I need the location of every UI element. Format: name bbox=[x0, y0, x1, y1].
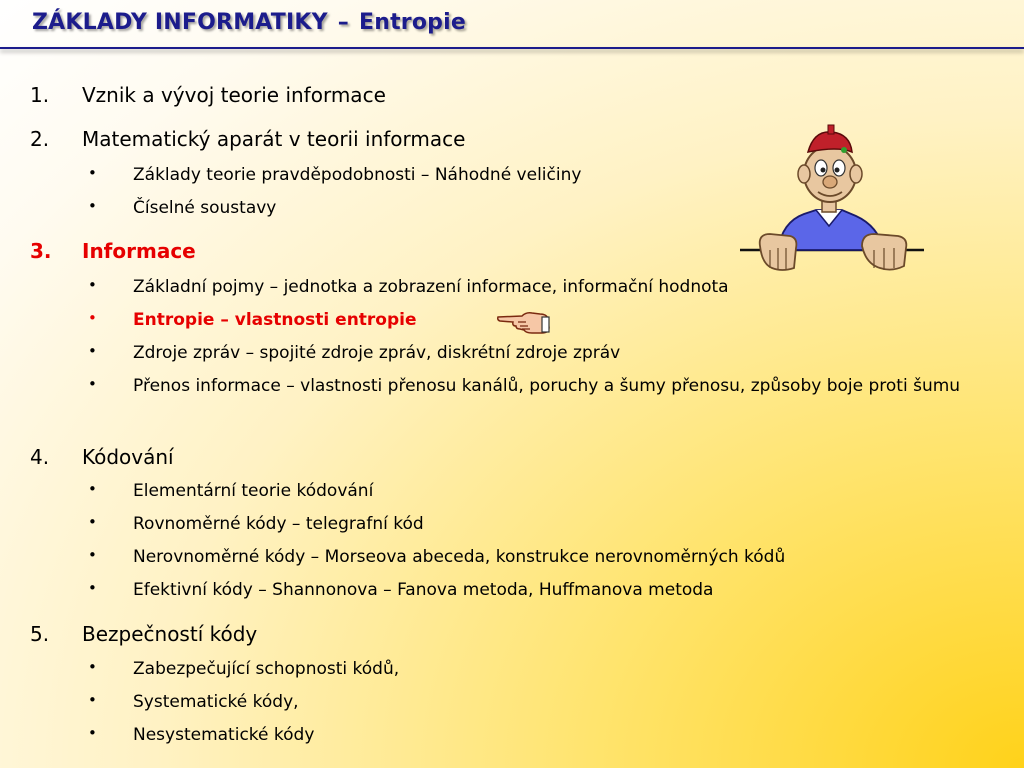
slide-title bbox=[32, 10, 466, 35]
bullet-text: Přenos informace – vlastnosti přenosu kanálů, poruchy a šumy přenosu, způsoby boje proti šumu bbox=[133, 376, 961, 396]
bullet-dot: • bbox=[88, 658, 97, 676]
bullet-dot: • bbox=[88, 513, 97, 531]
section-number: 5. bbox=[30, 622, 50, 646]
section-number: 1. bbox=[30, 83, 50, 107]
section-label: Kódování bbox=[82, 445, 174, 469]
bullet-text: Elementární teorie kódování bbox=[133, 481, 374, 501]
section-number: 3. bbox=[30, 239, 52, 263]
bullet-text: Základy teorie pravděpodobnosti – Náhodné veličiny bbox=[133, 165, 582, 185]
bullet-text: Zabezpečující schopnosti kódů, bbox=[133, 659, 400, 679]
bullet-text: Nerovnoměrné kódy – Morseova abeceda, konstrukce nerovnoměrných kódů bbox=[133, 547, 786, 567]
bullet-text: Nesystematické kódy bbox=[133, 725, 315, 745]
bullet-text: Systematické kódy, bbox=[133, 692, 299, 712]
bullet-dot: • bbox=[88, 546, 97, 564]
section-label: Bezpečností kódy bbox=[82, 622, 258, 646]
section-number: 4. bbox=[30, 445, 50, 469]
bullet-text: Zdroje zpráv – spojité zdroje zpráv, diskrétní zdroje zpráv bbox=[133, 343, 621, 363]
bullet-dot: • bbox=[88, 724, 97, 742]
cartoon-man-peeking-illustration bbox=[738, 122, 928, 274]
title-main: ZÁKLADY INFORMATIKY bbox=[32, 10, 328, 35]
section-number: 2. bbox=[30, 127, 50, 151]
bullet-dot: • bbox=[88, 691, 97, 709]
pointing-hand-icon bbox=[496, 308, 552, 336]
bullet-text: Základní pojmy – jednotka a zobrazení informace, informační hodnota bbox=[133, 277, 729, 297]
bullet-text: Entropie – vlastnosti entropie bbox=[133, 310, 417, 330]
section-label: Informace bbox=[82, 239, 196, 263]
bullet-dot: • bbox=[88, 276, 97, 294]
bullet-dot: • bbox=[88, 164, 97, 182]
bullet-dot: • bbox=[88, 375, 97, 393]
bullet-text: Rovnoměrné kódy – telegrafní kód bbox=[133, 514, 424, 534]
title-sub: Entropie bbox=[358, 10, 466, 35]
bullet-text: Číselné soustavy bbox=[133, 198, 277, 218]
bullet-dot: • bbox=[88, 197, 97, 215]
title-underline bbox=[0, 47, 1024, 49]
bullet-dot: • bbox=[88, 342, 97, 360]
bullet-dot: • bbox=[88, 579, 97, 597]
section-label: Vznik a vývoj teorie informace bbox=[82, 83, 386, 107]
bullet-text: Efektivní kódy – Shannonova – Fanova metoda, Huffmanova metoda bbox=[133, 580, 714, 600]
section-label: Matematický aparát v teorii informace bbox=[82, 127, 466, 151]
bullet-dot: • bbox=[88, 309, 97, 327]
bullet-dot: • bbox=[88, 480, 97, 498]
title-separator: – bbox=[337, 10, 349, 35]
